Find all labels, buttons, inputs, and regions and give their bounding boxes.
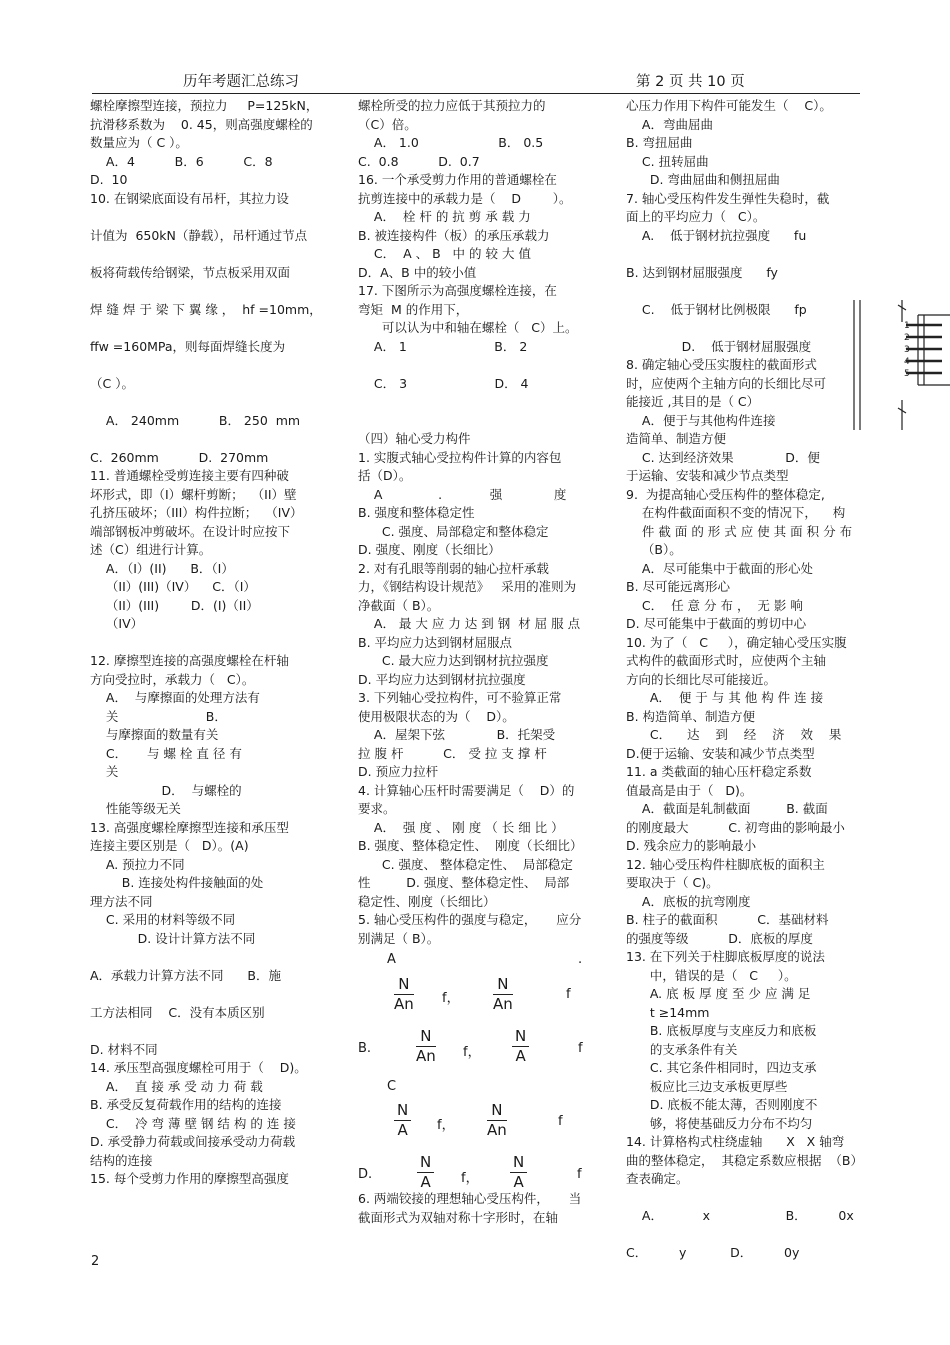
col3-line: 11. a 类截面的轴心压杆稳定系数 — [626, 764, 812, 779]
figure-label-2: 2 — [904, 333, 910, 343]
col3-line: 的支承条件有关 — [626, 1041, 738, 1057]
col3-line: A．尽可能集中于截面的形心处 — [626, 560, 813, 576]
col3-line: B. 尽可能远离形心 — [626, 579, 731, 594]
col1-line — [90, 948, 335, 967]
col1-line: C. 采用的材料等级不同 — [90, 912, 236, 927]
col1-line: ffw =160MPa，则每面焊缝长度为 — [90, 338, 286, 354]
col3-line: 方向的长细比尽可能接近。 — [626, 671, 777, 687]
header-title: 历年考题汇总练习 — [183, 74, 299, 90]
col1-line: 性能等级无关 — [90, 801, 181, 816]
col3-line: A. 低于钢材抗拉强度 fu — [626, 227, 807, 243]
col3-line: 于运输、安装和减少节点类型 — [626, 468, 789, 483]
col1-line: （II）(III) D．(I)（II） — [90, 597, 259, 613]
col1-line — [90, 985, 335, 1004]
col1-line: 螺栓摩擦型连接，预拉力 P=125kN， — [90, 98, 319, 113]
col1-line: D. 承受静力荷载或间接承受动力荷载 — [90, 1134, 296, 1149]
col1-line: 关 B． — [90, 708, 227, 724]
formula-a2-f: f — [566, 987, 571, 1002]
col3-line: C. 低于钢材比例极限 fp — [626, 301, 807, 317]
col2-line: 5. 轴心受压构件的强度与稳定， 应分 — [358, 912, 582, 927]
col1-line: 15. 每个受剪力作用的摩擦型高强度 — [90, 1171, 289, 1186]
col2-line: B. 被连接构件（板）的承压承载力 — [358, 227, 550, 243]
col1-line — [90, 356, 335, 375]
col3-line: 要取决于（ C)。 — [626, 875, 719, 890]
col3-line: 造简单、制造方便 — [626, 431, 727, 446]
figure-label-1: 1 — [904, 321, 910, 331]
col3-line: 14. 计算格构式柱绕虚轴 X X 轴弯 — [626, 1134, 845, 1149]
col3-line: 10. 为了（ C ），确定轴心受压实腹 — [626, 634, 847, 650]
fraction-a2: $\frac{N}{An}$ — [493, 975, 513, 1013]
col2-line: D. 预应力拉杆 — [358, 764, 439, 779]
col1-line: 抗滑移系数为 0. 45，则高强度螺栓的 — [90, 116, 313, 132]
col3-line: A．底板的抗弯刚度 — [626, 893, 751, 909]
col3-line: A． x B． 0x — [626, 1208, 854, 1223]
col1-line: 连接主要区别是（ D）。(A) — [90, 838, 249, 853]
col2-line: B. 平均应力达到钢材屈服点 — [358, 634, 513, 650]
col3-line: 板应比三边支承板更厚些 — [626, 1078, 788, 1094]
col1-line — [90, 1022, 335, 1041]
col3-line: C． y D． 0y — [626, 1245, 800, 1260]
col1-line: 方向受拉时，承载力（ C）。 — [90, 671, 255, 687]
col3-line: B. 弯扭屈曲 — [626, 135, 693, 150]
col2-line: B. 强度、整体稳定性、 刚度（长细比） — [358, 838, 583, 853]
col3-line — [626, 245, 862, 264]
col3-line: 心压力作用下构件可能发生（ C）。 — [626, 98, 832, 113]
col2-line: 要求。 — [358, 801, 396, 816]
col3-line — [626, 282, 862, 301]
col2-line: A． 栓 杆 的 抗 剪 承 载 力 — [358, 209, 531, 224]
col2-line: B. 强度和整体稳定性 — [358, 505, 475, 520]
col3-line: D.便于运输、安装和减少节点类型 — [626, 745, 815, 761]
col1-line: A． 240mm B． 250 mm — [90, 412, 301, 428]
col2-line: 可以认为中和轴在螺栓（ C）上。 — [358, 320, 578, 335]
col3-line: C． 达 到 经 济 效 果 — [626, 727, 842, 742]
col3-line: t ≥14mm — [626, 1004, 710, 1020]
col3-line: A．截面是轧制截面 B. 截面 — [626, 801, 828, 816]
col1-line: A． 与摩擦面的处理方法有 — [90, 690, 260, 705]
col2-line: C． 3 D． 4 — [358, 375, 529, 391]
col1-line: 坏形式，即（I）螺杆剪断； （II）壁 — [90, 486, 297, 502]
fraction-c1: $\frac{N}{A}$ — [394, 1101, 411, 1140]
col3-line: B. 柱子的截面积 C．基础材料 — [626, 912, 829, 927]
col1-line: D. 材料不同 — [90, 1041, 158, 1057]
formula-d1-f: f， — [461, 1171, 479, 1186]
col3-line: 查表确定。 — [626, 1171, 689, 1186]
col2-line: 6. 两端铰接的理想轴心受压构件， 当 — [358, 1191, 582, 1206]
col1-line: A．（I）(II) B．（I） — [90, 560, 234, 576]
col3-line: 中，错误的是（ C ）。 — [626, 967, 797, 983]
col2-line: 抗剪连接中的承载力是（ D ）。 — [358, 190, 572, 206]
col1-line: （IV） — [90, 616, 144, 631]
formula-dot-a: . — [578, 952, 583, 967]
col3-line: A．便于与其他构件连接 — [626, 412, 776, 428]
col3-line: B. 构造简单、制造方便 — [626, 708, 756, 724]
col3-line: A． 便 于 与 其 他 构 件 连 接 — [626, 690, 824, 705]
col3-line: 够，将使基础反力分布不均匀 — [626, 1115, 813, 1131]
col2-line: 拉 腹 杆 C． 受 拉 支 撑 杆 — [358, 745, 547, 761]
col2-line: 4. 计算轴心压杆时需要满足（ D）的 — [358, 782, 575, 798]
col2-line: D. 强度、刚度（长细比） — [358, 542, 501, 557]
col2-line: 截面形式为双轴对称十字形时，在轴 — [358, 1209, 559, 1225]
figure-label-4: 4 — [904, 357, 910, 367]
col1-line: 12. 摩擦型连接的高强度螺栓在杆轴 — [90, 653, 289, 668]
col1-line: A．4 B．6 C．8 — [90, 153, 273, 169]
col1-line: 工方法相同 C．没有本质区别 — [90, 1004, 265, 1020]
col3-line: C． 任 意 分 布 ， 无 影 响 — [626, 597, 803, 613]
col2-line: A．屋架下弦 B．托架受 — [358, 727, 556, 742]
col2-line: C. 强度、局部稳定和整体稳定 — [358, 523, 549, 539]
formula-option-d-label: D. — [358, 1167, 373, 1182]
col1-line: D． 与螺栓的 — [90, 782, 242, 798]
col1-line: A．承载力计算方法不同 B．施 — [90, 967, 281, 983]
figure-label-5: 5 — [904, 369, 910, 379]
col1-line: 13. 高强度螺栓摩擦型连接和承压型 — [90, 819, 289, 835]
fraction-a1: $\frac{N}{An}$ — [394, 975, 414, 1013]
col2-line: 使用极限状态的为（ D）。 — [358, 708, 515, 724]
fraction-d2: $\frac{N}{A}$ — [510, 1153, 527, 1192]
col3-line: B. 底板厚度与支座反力和底板 — [626, 1023, 817, 1038]
col2-line: 螺栓所受的拉力应低于其预拉力的 — [358, 98, 546, 113]
formula-option-b-label: B. — [358, 1041, 372, 1056]
col3-line: 8. 确定轴心受压实腹柱的截面形式 — [626, 357, 817, 372]
col3-line: C. 达到经济效果 D．便 — [626, 449, 820, 465]
col3-line: 曲的整体稳定， 其稳定系数应根据 （B） — [626, 1152, 863, 1168]
col3-line: 时，应使两个主轴方向的长细比尽可 — [626, 375, 827, 391]
col1-line: 端部钢板冲剪破坏。在设计时应按下 — [90, 523, 291, 539]
col2-line: C. 0.8 D. 0.7 — [358, 153, 480, 169]
col1-line — [90, 245, 335, 264]
col3-line: D. 弯曲屈曲和侧扭屈曲 — [626, 172, 780, 187]
col2-line: 别满足（ B）。 — [358, 930, 440, 946]
fraction-b1: $\frac{N}{An}$ — [416, 1027, 436, 1065]
col2-line — [358, 412, 598, 431]
col2-line: 力，《钢结构设计规范》 采用的准则为 — [358, 579, 577, 594]
col2-line: D. 平均应力达到钢材抗拉强度 — [358, 671, 526, 687]
fraction-d1: $\frac{N}{A}$ — [417, 1153, 434, 1192]
col3-line — [626, 1189, 862, 1208]
col2-line: （四）轴心受力构件 — [358, 431, 471, 446]
formula-c1-f: f， — [437, 1118, 455, 1133]
col1-line — [90, 430, 335, 449]
col1-line: （II）(III)（IV） C．（I） — [90, 579, 256, 594]
col3-line: （B）。 — [626, 542, 682, 557]
col1-line: 10. 在钢梁底面设有吊杆，其拉力设 — [90, 190, 289, 206]
col3-line — [626, 1226, 862, 1245]
formula-b2-f: f — [578, 1041, 583, 1056]
col3-line: C. 其它条件相同时，四边支承 — [626, 1060, 817, 1075]
col1-line — [90, 634, 335, 653]
col3-line: 12. 轴心受压构件柱脚底板的面积主 — [626, 856, 825, 872]
header-page-info: 第 2 页 共 10 页 — [636, 74, 745, 90]
col2-line: C. 最大应力达到钢材抗拉强度 — [358, 653, 549, 668]
formula-d2-f: f — [577, 1167, 582, 1182]
col2-line: 16. 一个承受剪力作用的普通螺栓在 — [358, 172, 557, 187]
col3-line: D. 底板不能太薄，否则刚度不 — [626, 1097, 818, 1112]
col3-line: 13. 在下列关于柱脚底板厚度的说法 — [626, 949, 825, 964]
bolt-connection-figure — [842, 300, 950, 430]
col1-line — [90, 208, 335, 227]
col2-line: A . 强 度 — [358, 486, 567, 502]
col1-line: 孔挤压破坏；（III）构件拉断； （IV） — [90, 505, 303, 520]
col2-line: 1. 实腹式轴心受拉构件计算的内容包 — [358, 449, 562, 465]
col1-line — [90, 319, 335, 338]
col1-line: C． 与 螺 栓 直 径 有 — [90, 745, 242, 761]
col3-line: 9. 为提高轴心受压构件的整体稳定, — [626, 486, 825, 502]
col1-line: 计值为 650kN（静载），吊杆通过节点 — [90, 227, 308, 243]
col3-line: D. 尽可能集中于截面的剪切中心 — [626, 616, 807, 631]
col2-line — [358, 356, 598, 375]
col3-line: C. 扭转屈曲 — [626, 153, 709, 169]
col1-line — [90, 282, 335, 301]
col1-line — [90, 393, 335, 412]
col1-line: C. 260mm D. 270mm — [90, 449, 269, 465]
fraction-b2: $\frac{N}{A}$ — [512, 1027, 529, 1066]
col1-line: （C ）。 — [90, 375, 134, 391]
col2-line: 性 D. 强度、整体稳定性、 局部 — [358, 875, 570, 890]
col1-line: 11. 普通螺栓受剪连接主要有四种破 — [90, 468, 289, 483]
col2-line: C． A 、 B 中 的 较 大 值 — [358, 246, 531, 261]
col2-line: C. 强度、 整体稳定性、 局部稳定 — [358, 856, 573, 872]
col2-line: A． 强 度 、 刚 度 （ 长 细 比 ） — [358, 819, 564, 835]
col3-line: A. 底 板 厚 度 至 少 应 满 足 — [626, 986, 811, 1001]
col1-line: B. 承受反复荷载作用的结构的连接 — [90, 1097, 282, 1112]
page-number: 2 — [91, 1254, 100, 1269]
formula-option-a-label: A — [387, 952, 396, 967]
column-left — [90, 97, 335, 1189]
fraction-c2: $\frac{N}{An}$ — [487, 1101, 507, 1139]
formula-b1-f: f， — [463, 1045, 481, 1060]
col1-line: C． 冷 弯 薄 壁 钢 结 构 的 连 接 — [90, 1115, 296, 1131]
col2-line: 括（D）。 — [358, 468, 412, 483]
col1-line: D. 设计计算方法不同 — [90, 930, 256, 946]
col2-line: 稳定性、刚度（长细比） — [358, 893, 496, 909]
col2-line — [358, 393, 598, 412]
column-right — [626, 97, 862, 1263]
col3-line — [626, 319, 862, 338]
col1-line: 结构的连接 — [90, 1152, 153, 1168]
col3-line: 值最高是由于（ D)。 — [626, 782, 753, 798]
col1-line: 与摩擦面的数量有关 — [90, 727, 219, 742]
col2-line: （C）倍。 — [358, 116, 417, 132]
col1-line: B. 连接处构件接触面的处 — [90, 875, 264, 890]
col1-line: 理方法不同 — [90, 893, 153, 909]
col1-line: 关 — [90, 764, 119, 779]
col3-line: 式构件的截面形式时，应使两个主轴 — [626, 653, 827, 668]
col3-line: 能接近 ,其目的是（ C） — [626, 394, 760, 409]
formula-option-c-label: C — [387, 1079, 397, 1094]
col3-line: 面上的平均应力（ C）。 — [626, 209, 766, 224]
figure-label-3: 3 — [904, 345, 910, 355]
col3-line: D. 低于钢材屈服强度 — [626, 338, 812, 354]
col1-line: 板将荷载传给钢梁，节点板采用双面 — [90, 264, 291, 280]
col3-line: A．弯曲屈曲 — [626, 116, 713, 132]
col2-line: D．A、B 中的较小值 — [358, 264, 477, 280]
col1-line: A. 预拉力不同 — [90, 856, 185, 872]
col2-line: 净截面（ B）。 — [358, 597, 440, 613]
col1-line: D. 10 — [90, 172, 128, 187]
col3-line: 在构件截面面积不变的情况下， 构 — [626, 505, 846, 520]
col3-line: 的强度等级 D．底板的厚度 — [626, 930, 813, 946]
col3-line: 7. 轴心受压构件发生弹性失稳时，截 — [626, 190, 830, 206]
col2-line: A． 最 大 应 力 达 到 钢 材 屈 服 点 — [358, 616, 581, 631]
col3-line: B. 达到钢材屈服强度 fy — [626, 264, 778, 280]
col1-line: 述（C）组进行计算。 — [90, 542, 212, 557]
col3-line: 件 截 面 的 形 式 应 使 其 面 积 分 布 — [626, 523, 853, 539]
col1-line: 数量应为（ C ）。 — [90, 135, 188, 150]
col2-line: 2. 对有孔眼等削弱的轴心拉杆承载 — [358, 560, 549, 576]
col1-line: A． 直 接 承 受 动 力 荷 载 — [90, 1078, 263, 1094]
col3-line: D. 残余应力的影响最小 — [626, 838, 757, 853]
col2-line: A． 1.0 B． 0.5 — [358, 135, 544, 150]
formula-a1-f: f， — [442, 991, 460, 1006]
col2-line: 弯矩 M 的作用下， — [358, 301, 469, 317]
col2-line: 3. 下列轴心受拉构件，可不验算正常 — [358, 690, 562, 705]
col2-line: 17. 下图所示为高强度螺栓连接，在 — [358, 283, 557, 298]
col1-line: 14. 承压型高强度螺栓可用于（ D)。 — [90, 1060, 307, 1075]
col2-line: A． 1 B． 2 — [358, 338, 528, 354]
col1-line: 焊 缝 焊 于 梁 下 翼 缘 ， hf =10mm， — [90, 301, 322, 317]
formula-c2-f: f — [558, 1114, 563, 1129]
col3-line: 的刚度最大 C. 初弯曲的影响最小 — [626, 819, 845, 835]
header-rule — [92, 93, 860, 94]
